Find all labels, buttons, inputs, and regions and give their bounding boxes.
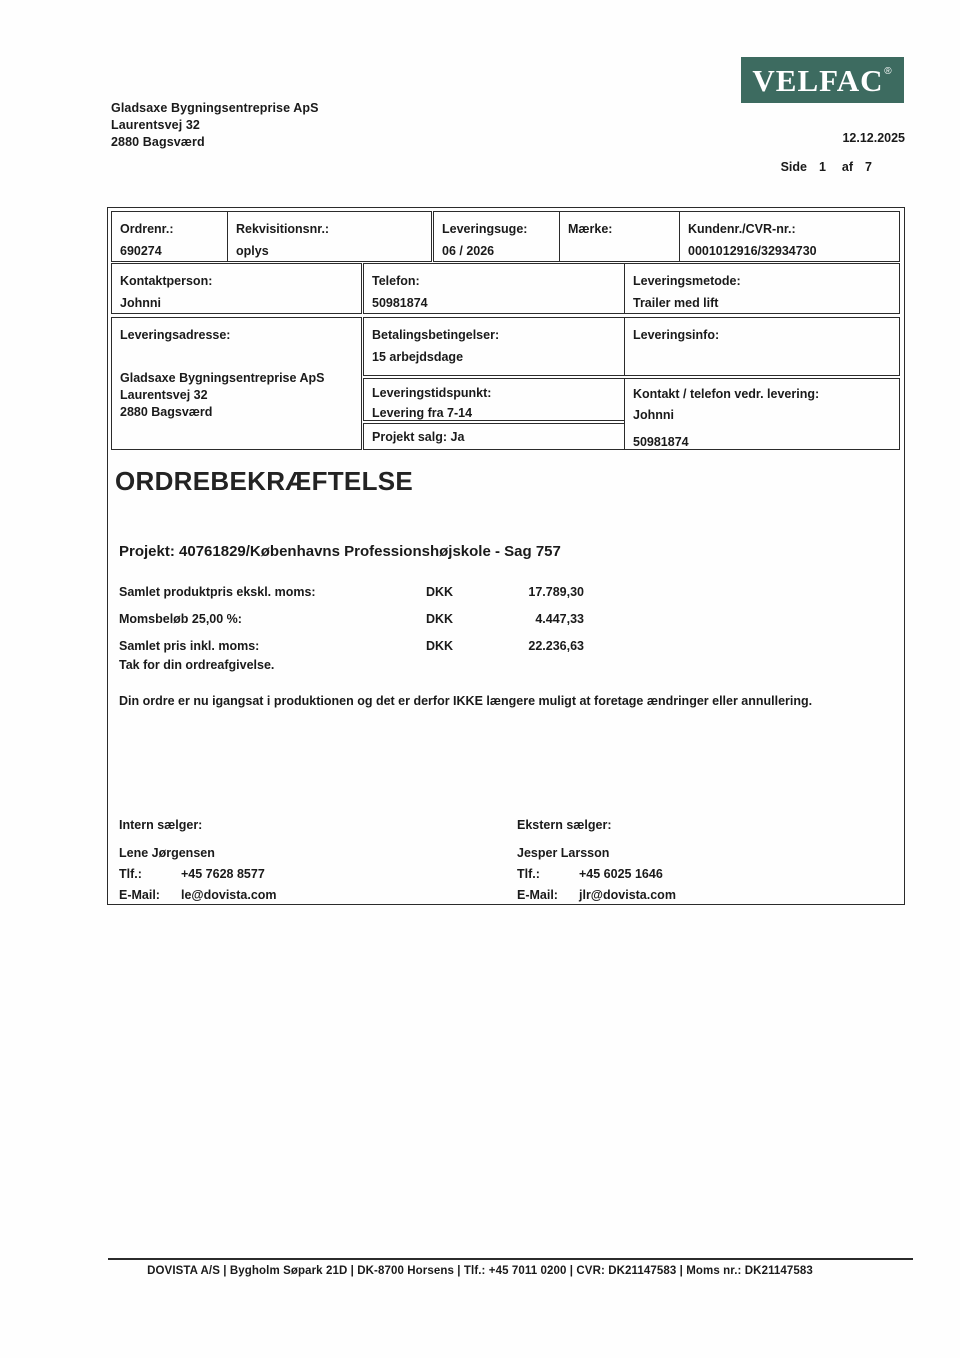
page-current: 1 <box>818 160 826 174</box>
field-leveringsuge <box>433 211 560 262</box>
field-rekvisitionsnr <box>227 211 432 262</box>
totals-currency: DKK <box>426 639 454 653</box>
totals-value: 17.789,30 <box>528 585 584 599</box>
internal-seller-phone-label: Tlf.: <box>119 867 142 881</box>
velfac-logo-text <box>752 62 893 98</box>
field-ordrenr-value: 690274 <box>120 244 162 258</box>
external-seller-phone-row <box>517 864 676 885</box>
field-maerke <box>559 211 680 262</box>
field-kundenr-label: Kundenr./CVR-nr.: <box>688 222 796 236</box>
document-title: ORDREBEKRÆFTELSE <box>115 466 414 496</box>
external-seller-phone-label: Tlf.: <box>517 867 540 881</box>
external-seller-email-row <box>517 885 676 906</box>
velfac-logo <box>741 57 904 103</box>
field-kundenr <box>679 211 900 262</box>
document-date: 12.12.2025 <box>842 131 905 145</box>
totals-value: 4.447,33 <box>535 612 584 626</box>
internal-seller-email-label: E-Mail: <box>119 888 160 902</box>
totals-value: 22.236,63 <box>528 639 584 653</box>
field-ordrenr <box>111 211 228 262</box>
customer-street: Laurentsvej 32 <box>111 118 200 132</box>
order-details-frame <box>107 207 905 905</box>
totals-label: Samlet pris inkl. moms: <box>119 639 260 653</box>
internal-seller-email-row <box>119 885 517 906</box>
field-leveringsinfo <box>624 317 900 376</box>
field-kontaktperson-label: Kontaktperson: <box>120 274 213 288</box>
leveringsadresse-line1: Gladsaxe Bygningsentreprise ApS <box>120 371 325 385</box>
page-label: Side <box>780 160 807 174</box>
footer-company-info: DOVISTA A/S | Bygholm Søpark 21D | DK-8700 Horsens | Tlf.: +45 7011 0200 | CVR: DK21147583 | Moms nr.: DK21147583 <box>147 1265 813 1277</box>
totals-currency: DKK <box>426 612 454 626</box>
field-betalingsbetingelser-value: 15 arbejdsdage <box>372 350 464 364</box>
field-kontakt-levering-phone: 50981874 <box>633 435 689 449</box>
field-kontakt-levering-name: Johnni <box>633 408 674 422</box>
page-indicator <box>781 160 872 174</box>
leveringsadresse-line3: 2880 Bagsværd <box>120 405 213 419</box>
field-leveringsinfo-label: Leveringsinfo: <box>633 328 720 342</box>
field-kontaktperson <box>111 263 362 314</box>
field-leveringsuge-label: Leveringsuge: <box>442 222 528 236</box>
thanks-message: Tak for din ordreafgivelse. <box>119 658 275 672</box>
project-line: Projekt: 40761829/Københavns Professionshøjskole - Sag 757 <box>119 543 561 560</box>
field-rekvisitionsnr-value: oplys <box>236 244 269 258</box>
field-ordrenr-label: Ordrenr.: <box>120 222 174 236</box>
page-total: 7 <box>865 160 872 174</box>
field-leveringstidspunkt-label: Leveringstidspunkt: <box>372 386 492 400</box>
field-rekvisitionsnr-label: Rekvisitionsnr.: <box>236 222 330 236</box>
totals-row <box>119 579 699 606</box>
page-of-label: af <box>841 160 854 174</box>
field-leveringsadresse-label: Leveringsadresse: <box>120 328 231 342</box>
external-seller-heading: Ekstern sælger: <box>517 818 612 832</box>
customer-address-block <box>111 100 319 151</box>
field-kontakt-levering <box>624 378 900 450</box>
field-leveringstidspunkt-value: Levering fra 7-14 <box>372 406 473 420</box>
field-betalingsbetingelser-label: Betalingsbetingelser: <box>372 328 500 342</box>
internal-seller-heading: Intern sælger: <box>119 818 203 832</box>
leveringsadresse-line2: Laurentsvej 32 <box>120 388 208 402</box>
external-seller-name: Jesper Larsson <box>517 846 610 860</box>
field-kontakt-levering-label: Kontakt / telefon vedr. levering: <box>633 387 820 401</box>
field-betalingsbetingelser <box>363 317 625 376</box>
field-telefon <box>363 263 625 314</box>
sellers-section <box>119 815 889 906</box>
internal-seller <box>119 815 517 906</box>
customer-city: 2880 Bagsværd <box>111 135 205 149</box>
registered-trademark-icon: ® <box>884 65 893 77</box>
footer-divider <box>108 1258 913 1260</box>
internal-seller-name: Lene Jørgensen <box>119 846 215 860</box>
external-seller-phone-value: +45 6025 1646 <box>579 867 663 881</box>
field-leveringsadresse <box>111 317 362 450</box>
totals-label: Samlet produktpris ekskl. moms: <box>119 585 316 599</box>
internal-seller-phone-value: +45 7628 8577 <box>181 867 265 881</box>
field-leveringsmetode-value: Trailer med lift <box>633 296 719 310</box>
internal-seller-email-value[interactable]: le@dovista.com <box>181 888 277 902</box>
external-seller-email-value[interactable]: jlr@dovista.com <box>579 888 676 902</box>
totals-row <box>119 633 699 660</box>
field-kontaktperson-value: Johnni <box>120 296 161 310</box>
field-projekt-salg <box>363 423 625 450</box>
field-leveringsuge-value: 06 / 2026 <box>442 244 495 258</box>
internal-seller-phone-row <box>119 864 517 885</box>
field-kundenr-value: 0001012916/32934730 <box>688 244 817 258</box>
external-seller-email-label: E-Mail: <box>517 888 558 902</box>
field-maerke-label: Mærke: <box>568 222 613 236</box>
field-telefon-value: 50981874 <box>372 296 428 310</box>
production-notice: Din ordre er nu igangsat i produktionen og det er derfor IKKE længere muligt at foretage ændringer eller annullering. <box>119 694 813 708</box>
field-leveringsmetode <box>624 263 900 314</box>
field-leveringsadresse-value <box>120 370 353 421</box>
totals-table <box>119 579 699 660</box>
customer-name: Gladsaxe Bygningsentreprise ApS <box>111 101 319 115</box>
field-leveringsmetode-label: Leveringsmetode: <box>633 274 741 288</box>
totals-row <box>119 606 699 633</box>
field-projekt-salg-value: Projekt salg: Ja <box>372 430 465 444</box>
totals-label: Momsbeløb 25,00 %: <box>119 612 242 626</box>
velfac-logo-wordmark: VELFAC <box>752 62 884 98</box>
field-leveringstidspunkt <box>363 378 625 421</box>
field-telefon-label: Telefon: <box>372 274 420 288</box>
external-seller <box>517 815 676 906</box>
totals-currency: DKK <box>426 585 454 599</box>
